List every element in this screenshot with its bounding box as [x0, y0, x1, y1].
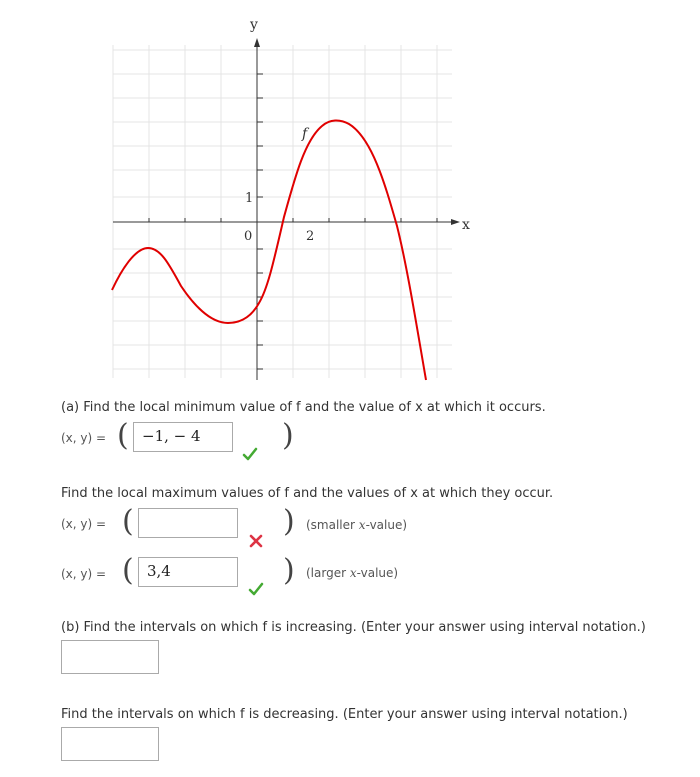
larger-x-value-note: (larger x-value) — [306, 566, 399, 580]
check-icon — [248, 581, 264, 597]
local-min-input[interactable]: −1, − 4 — [133, 422, 233, 452]
decreasing-intervals-input[interactable] — [61, 727, 159, 761]
close-paren-max-smaller: ) — [283, 504, 295, 539]
increasing-intervals-input[interactable] — [61, 640, 159, 674]
y-axis-arrow — [254, 38, 260, 47]
prompt-local-min: (a) Find the local minimum value of f and the value of x at which it occurs. — [61, 400, 546, 415]
check-icon — [242, 446, 258, 462]
open-paren-min: ( — [117, 418, 129, 453]
xy-label-min: (x, y) = — [61, 431, 107, 445]
x-axis-label: x — [462, 217, 470, 233]
close-paren-min: ) — [282, 418, 294, 453]
tick-label-x-2: 2 — [306, 229, 315, 244]
smaller-x-value-note: (smaller x-value) — [306, 518, 408, 532]
cross-icon — [248, 533, 264, 549]
open-paren-max-larger: ( — [122, 553, 134, 588]
x-axis-ticks — [149, 218, 437, 222]
close-paren-max-larger: ) — [283, 553, 295, 588]
xy-label-max-smaller: (x, y) = — [61, 517, 107, 531]
x-axis-arrow — [451, 219, 460, 225]
xy-label-max-larger: (x, y) = — [61, 567, 107, 581]
prompt-decreasing: Find the intervals on which f is decreasing. (Enter your answer using interval notation.) — [61, 707, 628, 722]
local-max-larger-input[interactable]: 3,4 — [138, 557, 238, 587]
prompt-increasing: (b) Find the intervals on which f is increasing. (Enter your answer using interval notation.) — [61, 620, 646, 635]
tick-label-y-1: 1 — [245, 191, 254, 206]
prompt-local-max: Find the local maximum values of f and the values of x at which they occur. — [61, 486, 554, 501]
origin-label: 0 — [244, 229, 253, 244]
y-axis-label: y — [250, 17, 258, 33]
grid — [113, 45, 452, 378]
open-paren-max-smaller: ( — [122, 504, 134, 539]
curve-f — [112, 120, 426, 380]
local-max-smaller-input[interactable] — [138, 508, 238, 538]
curve-label: f — [302, 126, 308, 142]
